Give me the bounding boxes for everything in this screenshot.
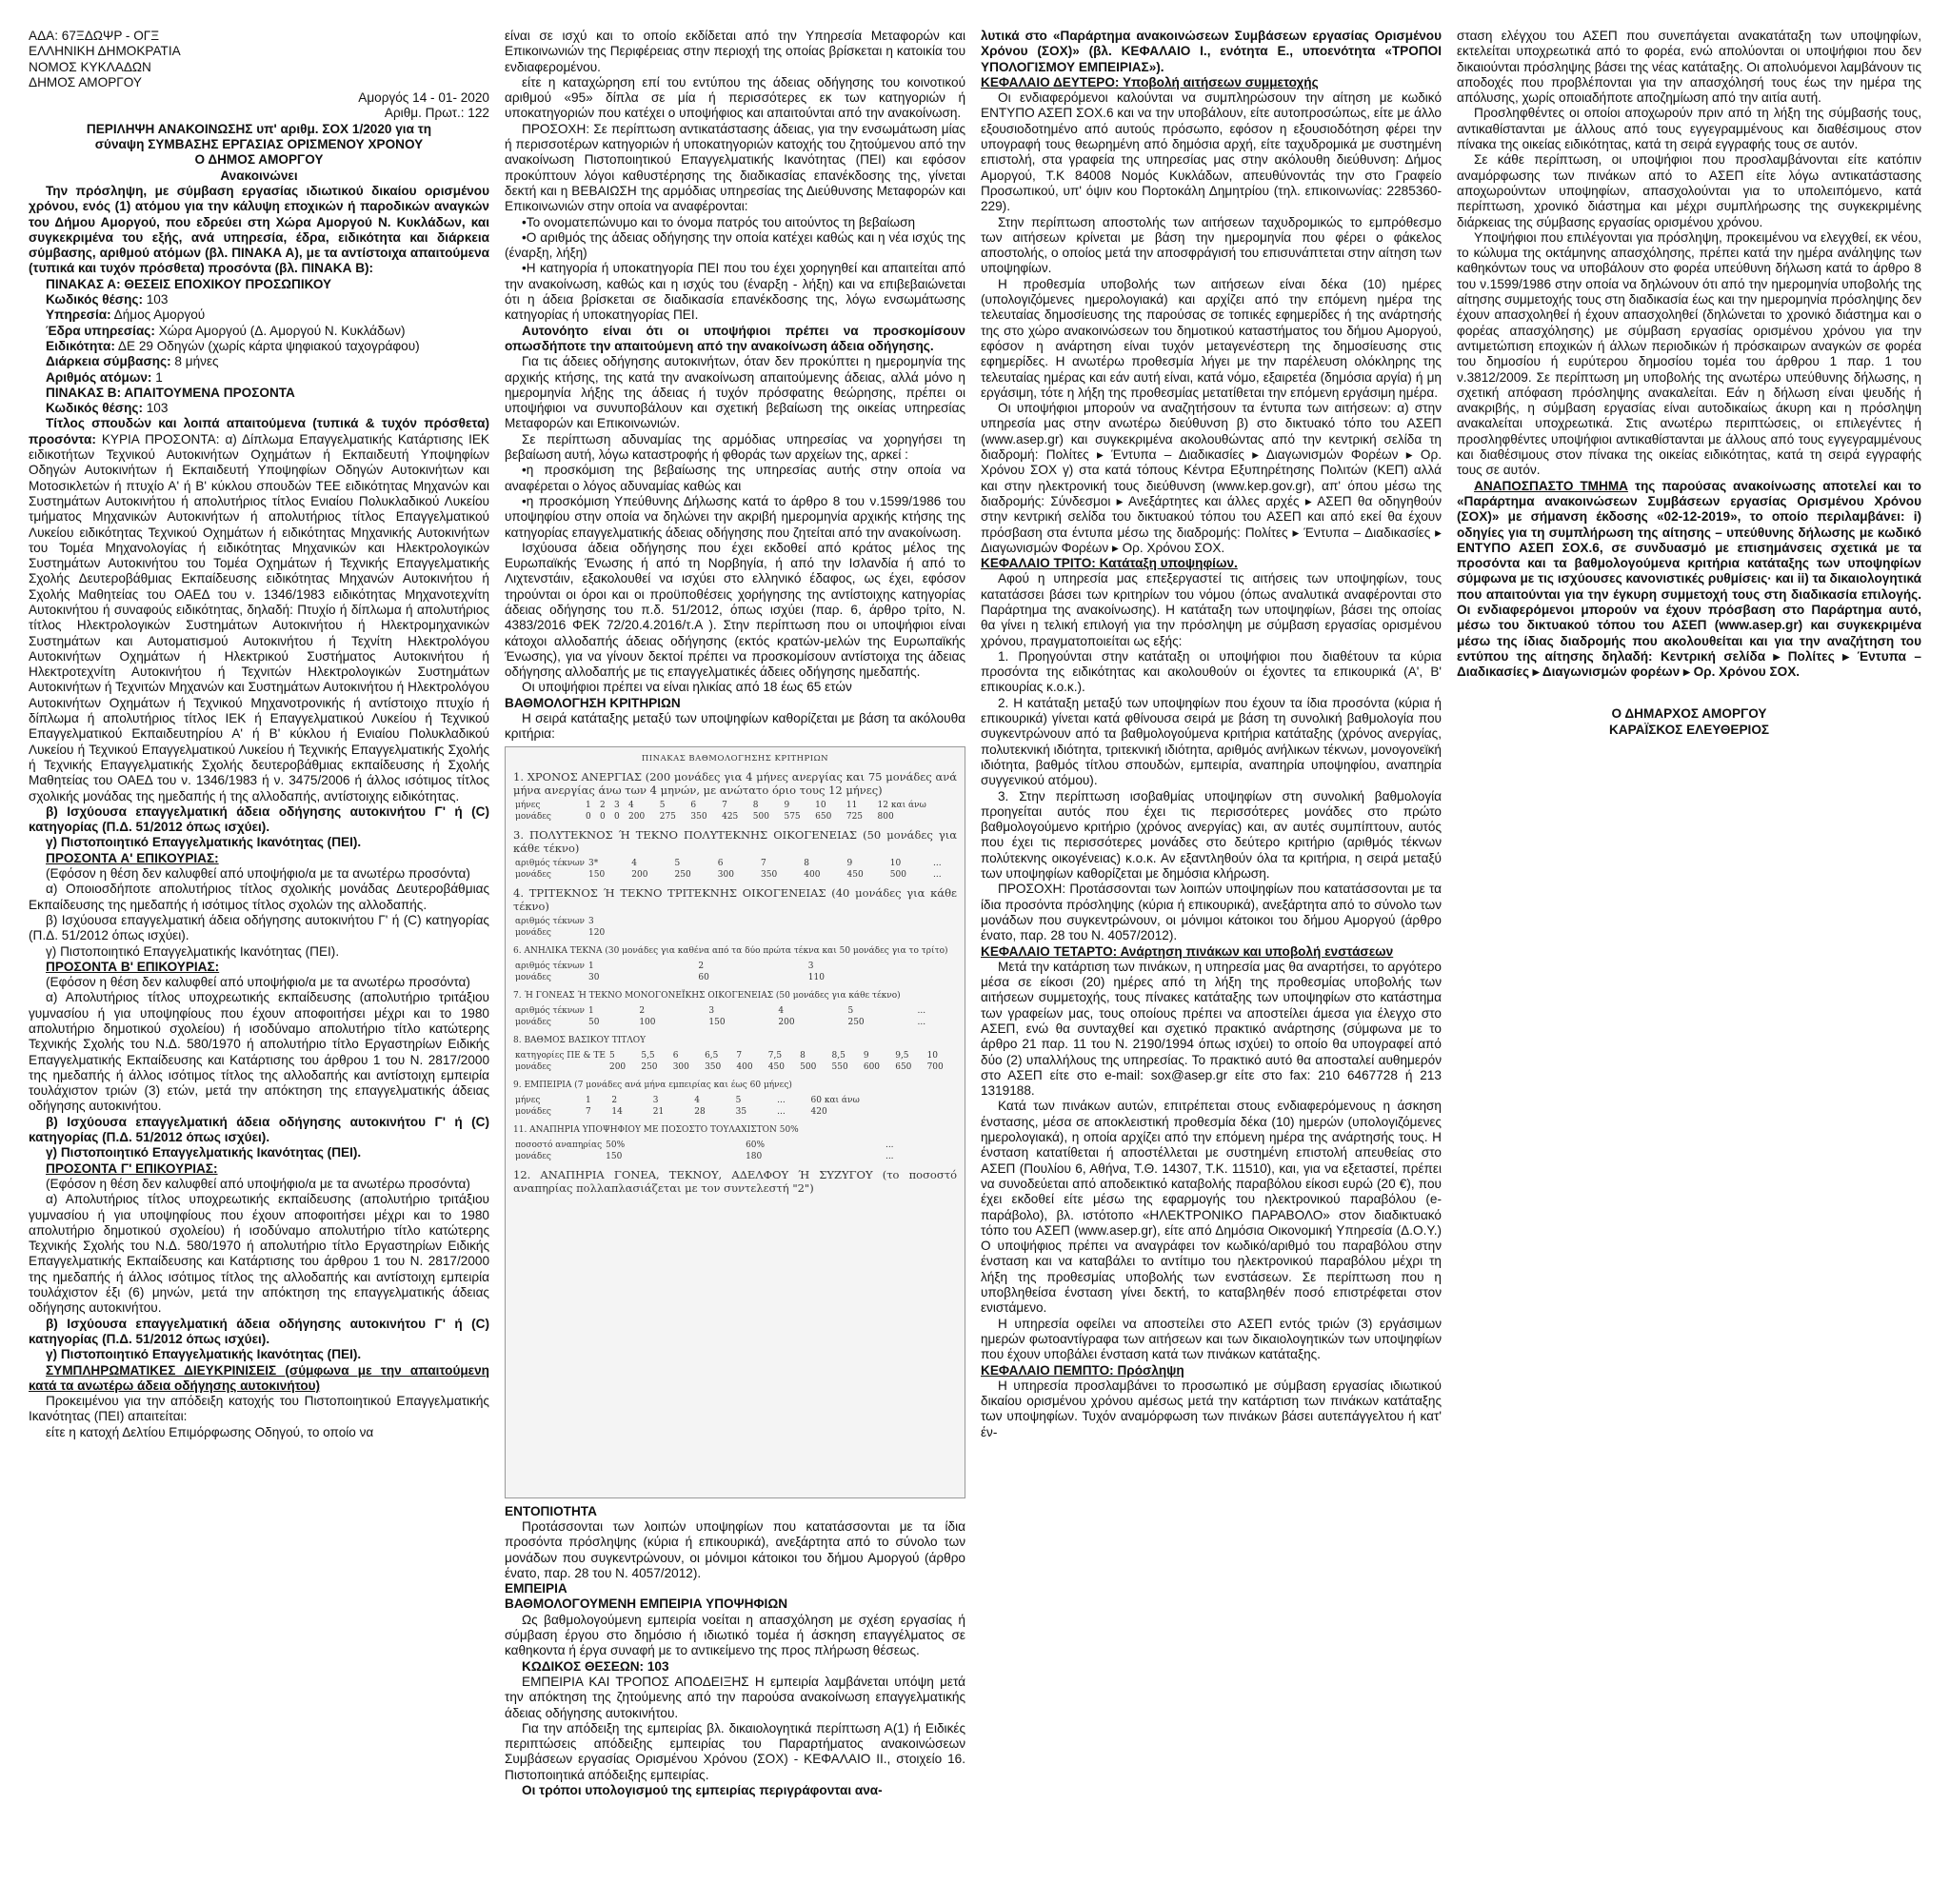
table-cell: ... [917,1005,926,1016]
table-cell: ποσοστό αναπηρίας [515,1140,603,1150]
col2-p3: ΠΡΟΣΟΧΗ: Σε περίπτωση αντικατάστασης άδειας, για την ενσωμάτωση μίας ή περισσοτέρων κατηγοριών ή υποκατηγοριών κατοχής του ζητούμενου από την ανακοίνωση Πιστοποιητικού Επαγγελματικής Ικανότητας (ΠΕΙ) και εφόσον προκύπτουν λόγοι καθυστέρησης της διαδικασίας επανέκδοσης της, γίνεται δεκτή και η ΒΕΒΑΙΩΣΗ της αρμόδιας υπηρεσίας της Διεύθυνσης Μεταφορών και Επικοινωνιών στην οποία να αναφέρονται: [505,121,965,214]
specialty-label: Ειδικότητα: [46,338,115,353]
table-cell: 60 και άνω [810,1095,860,1105]
table-cell: αριθμός τέκνων [515,858,586,868]
table-cell: 450 [846,869,864,880]
table-cell: 110 [807,972,825,982]
col2-p10: •η προσκόμιση της βεβαίωσης της υπηρεσίας αυτής στην οποία να αναφέρεται ο λόγος αδυναμίας καθώς και [505,463,965,493]
table-cell: 60 [698,972,709,982]
table-cell: 350 [690,811,707,822]
table-cell: 100 [639,1017,656,1027]
table-cell: 275 [659,811,676,822]
experience-heading: ΕΜΠΕΙΡΙΑ [505,1581,567,1597]
table-cell: μονάδες [515,1061,551,1072]
table-cell: 300 [672,1061,689,1072]
col4-p1: σταση ελέγχου του ΑΣΕΠ που συνεπάγεται ανακατάταξη των υποψηφίων, εκτελείται υποχρεωτικά από το φορέα, ενώ απολύονται οι υποψήφιοι που δεν δικαιούνται πρόσληψης βάσει της νέας κατάταξης. Οι απολυόμενοι λαμβάνουν τις αποδοχές που προβλέπονται για την απασχόλησή τους έως την ημέρα της απόλυσης, χωρίς οποιαδήποτε αποζημίωση από την αιτία αυτή. [1457,29,1921,106]
table-cell: 3 [614,800,620,810]
intro-paragraph: Την πρόσληψη, με σύμβαση εργασίας ιδιωτικού δικαίου ορισμένου χρόνου, ενός (1) ατόμου για την κάλυψη εποχικών ή παροδικών αναγκών του Δήμου Αμοργού, που εδρεύει στη Χώρα Αμοργού Ν. Κυκλάδων, και συγκεκριμένα του εξής, ανά υπηρεσία, έδρα, ειδικότητα και διάρκεια σύμβασης, αριθμού ατόμων (βλ. ΠΙΝΑΚΑ Α), με τα αντίστοιχα απαιτούμενα (τυπικά και τυχόν πρόσθετα) προσόντα (βλ. ΠΙΝΑΚΑ Β): [29,183,489,276]
table-cell: 550 [831,1061,848,1072]
duration-label: Διάρκεια σύμβασης: [46,354,171,369]
table-cell: 200 [608,1061,627,1072]
col3-p14: Η υπηρεσία προσλαμβάνει το προσωπικό με σύμβαση εργασίας ιδιωτικού δικαίου ορισμένου χρόνου αμέσως μετά την κατάρτιση των πινάκων κατάταξης των υποψηφίων. Τυχόν αναμόρφωση των πινάκων βάσει αυτεπάγγελτου ή κατ' έν- [981,1378,1442,1439]
table-cell: μονάδες [515,869,551,880]
code2-value: 103 [146,401,169,416]
table-cell: 7 [722,800,727,810]
criterion-9: 9. ΕΜΠΕΙΡΙΑ (7 μονάδες ανά μήνα εμπειρίας και έως 60 μήνες) [513,1080,792,1090]
table-cell: 21 [652,1106,665,1117]
col3-p10: ΠΡΟΣΟΧΗ: Προτάσσονται των λοιπών υποψηφίων που κατατάσσονται με τα ίδια προσόντα πρόσληψης (κύρια ή επικουρικά), ανεξάρτητα από το σύνολο των μονάδων που συγκεντρώνουν, οι μόνιμοι κάτοικοι του δήμου Αμοργού (άρθρο ένατο, παρ. 28 του Ν. 4057/2012). [981,882,1442,943]
col2-p16: Ως βαθμολογούμενη εμπειρία νοείται η απασχόληση με σχέση εργασίας ή σύμβαση έργου στο δημόσιο ή ιδιωτικό τομέα ή άσκηση επαγγέλματος σε καθηκοντα ή έργα συναφή με το αντικείμενο της προς πλήρωση θέσεως. [505,1612,965,1658]
col4-p4: Υποψήφιοι που επιλέγονται για πρόσληψη, προκειμένου να ελεγχθεί, εκ νέου, το κώλυμα της οκτάμηνης απασχόλησης, πρέπει κατά την ημέρα ανάληψης των καθηκόντων τους να υποβάλουν στο φορέα υπεύθυνη δήλωση κατά το άρθρο 8 του ν.1599/1986 στην οποία να δηλώνουν ότι από την ημερομηνία υποβολής της αίτησης συμμετοχής τους στη διαδικασία έως και την ημερομηνία πρόσληψης δεν έχουν απασχοληθεί ή έχουν απασχοληθεί (δηλώνεται το χρονικό διάστημα και ο φορέας απασχόλησης) με σύμβαση εργασίας ορισμένου χρόνου για την αντιμετώπιση εποχικών ή άλλων περιοδικών ή πρόσκαιρων αναγκών σε φορέα του δημοσίου ή ευρύτερου δημοσίου τομέα του άρθρου 1 παρ. 1 του ν.3812/2009. Σε περίπτωση μη υποβολής της ανωτέρω υπεύθυνης δήλωσης, η σχετική απόφαση πρόσληψης ανακαλείται. Εάν η δήλωση είναι ψευδής ή ανακριβής, η σύμβαση εργασίας είναι αυτοδικαίως άκυρη και η πρόσληψη ανακαλείται υποχρεωτικά. Στις ανωτέρω περιπτώσεις, οι επιλεγέντες ή προσληφθέντες υποψήφιοι αντικαθίστανται με άλλους από τους εγγεγραμμένους και διαθέσιμους στον πίνακα της οικείας ειδικότητας, κατά τη σειρά εγγραφής τους σε αυτόν. [1457,229,1921,478]
table-cell: αριθμός τέκνων [515,1005,586,1016]
code-label: Κωδικός θέσης: [46,292,143,307]
persons-label: Αριθμός ατόμων: [46,369,152,385]
column-2 [505,29,965,1894]
persons-value: 1 [155,369,163,385]
b-a: α) Απολυτήριος τίτλος υποχρεωτικής εκπαίδευσης (απολυτήριο τριτάξιου γυμνασίου ή για υποψηφίους που έχουν αποφοιτήσει μέχρι και το 1980 απολυτήριο δημοτικού σχολείου) ή ισοδύναμο απολυτήριο τίτλο κατώτερης Τεχνικής Σχολής του Ν.Δ. 580/1970 ή απολυτήριο τίτλο Εργαστηρίων Ειδικής Επαγγελματικής Εκπαίδευσης και Κατάρτισης του άρθρου 1 του Ν. 2817/2000 της ημεδαπής ή άλλος ισότιμος τίτλος της αλλοδαπής και αντίστοιχη εμπειρία τουλάχιστον τριών (3) ετών, μετά την απόκτηση της επαγγελματικής άδειας οδήγησης αυτοκινήτου. [29,990,489,1114]
table-cell: 6,5 [705,1050,719,1061]
quals-text: ΚΥΡΙΑ ΠΡΟΣΟΝΤΑ: α) Δίπλωμα Επαγγελματικής Κατάρτισης ΙΕΚ ειδικοτήτων Τεχνικού Αυτοκινήτων Οχημάτων ή Εκπαιδευτή Υποψηφίων Οδηγών Αυτοκινήτων ή Εκπαιδευτή Υποψηφίων Οδηγών Αυτοκινήτων και Μοτοσικλετών ή πτυχίο Α' ή Β' κύκλου σπουδών ΤΕΕ ειδικότητας Μηχανών και Συστημάτων Αυτοκινήτου ή απολυτήριος τίτλος Ενιαίου Πολυκλαδικού Λυκείου τμήματος Μηχανικών Αυτοκινήτων ή απολυτήριος τίτλος Επαγγελματικού Λυκείου ειδικότητας Τεχνικού Οχημάτων ή ειδικότητας Μηχανικής Αυτοκινήτων του Τομέα Μηχανολογίας ή ειδικότητας Μηχανικών και Ηλεκτρολογικών Συστημάτων Αυτοκινήτου του Τομέα Οχημάτων ή Τεχνικής Επαγγελματικής Σχολής Δευτεροβάθμιας Εκπαίδευσης ειδικότητας Μηχανών Αυτοκινήτου ή Σχολής Μαθητείας του ΟΑΕΔ του ν. 1346/1983 ειδικότητας Μηχανοτεχνίτη Αυτοκινήτου ή συναφούς ειδικότητας, δηλαδή: Πτυχίο ή δίπλωμα ή απολυτήριος τίτλος Ηλεκτρολογικών Συστημάτων Αυτοκινήτου ή Ηλεκτρομηχανικών Συστημάτων και Αυτοματισμού Αυτοκινήτου ή Τεχνίτη Ηλεκτρολόγου Αυτοκινήτων Οχημάτων ή Ηλεκτρικού Συστήματος Αυτοκινήτου ή Ηλεκτροτεχνίτη Αυτοκινήτου ή Τεχνιτών Ηλεκτρολογικών Συστημάτων Αυτοκινήτων ή Τεχνιτών Μηχανών και Συστημάτων Αυτοκινήτου ή Ηλεκτρολόγου Αυτοκινήτων Οχημάτων ή Τεχνικού Μηχανοτρονικής ή αντίστοιχο πτυχίο ή δίπλωμα ή απολυτήριος τίτλος ΙΕΚ ή Επαγγελματικού Λυκείου ή Τεχνικού Επαγγελματικού Εκπαιδευτηρίου Α' ή Β' κύκλου ή Ενιαίου Πολυκλαδικού Λυκείου ή Τεχνικού Επαγγελματικού Λυκείου ή Τεχνικής Επαγγελματικής Σχολής ή Τεχνικής Επαγγελματικής Σχολής δευτεροβάθμιας εκπαίδευσης ή Σχολής Μαθητείας του ΟΑΕΔ του ν. 1346/1983 ή ν. 3475/2006 ή άλλος ισότιμος τίτλος σχολικής μονάδας της ημεδαπής ή της αλλοδαπής, αντίστοιχης ειδικότητας. [29,431,489,803]
table-cell: 9 [846,858,853,868]
col2-p18: Για την απόδειξη της εμπειρίας βλ. δικαιολογητικά περίπτωση Α(1) ή Ειδικές περιπτώσεις απόδειξης εμπειρίας του Παραρτήματος ανακοινώσεων Συμβάσεων εργασίας Ορισμένου Χρόνου (ΣΟΧ) - ΚΕΦΑΛΑΙΟ ΙΙ., στοιχείο 16. Πιστοποιητικά απόδειξης εμπειρίας. [505,1720,965,1782]
table-row [513,961,957,972]
table-cell: ... [933,869,942,880]
criterion-7-table [513,1005,957,1028]
table-cell: 5,5 [641,1050,655,1061]
table-cell: 500 [889,869,906,880]
table-cell: 150 [588,869,606,880]
table-cell: 450 [767,1061,785,1072]
col2-p7: Αυτονόητο είναι ότι οι υποψήφιοι πρέπει να προσκομίσουν οπωσδήποτε την απαιτούμενη από την ανακοίνωση άδεια οδήγησης. [505,323,965,353]
col3-p6: Αφού η υπηρεσία μας επεξεργαστεί τις αιτήσεις των υποψηφίων, τους κατατάσσει βάσει των κριτηρίων του νόμου (όπως αναλυτικά αναφέρονται στο Παράρτημα της ανακοίνωσης). Η κατάταξη των υποψηφίων, βάσει της οποίας θα γίνει η τελική επιλογή για την πρόσληψη με σύμβαση εργασίας ορισμένου χρόνου, πραγματοποιείται ως εξής: [981,571,1442,648]
table-cell: 2 [639,1005,646,1016]
b-note: (Εφόσον η θέση δεν καλυφθεί από υποψήφιο/α με τα ανωτέρω προσόντα) [46,975,470,990]
table-cell: 5 [608,1050,615,1061]
c-a: α) Απολυτήριος τίτλος υποχρεωτικής εκπαίδευσης (απολυτήριο τριτάξιου γυμνασίου ή για υποψηφίους που έχουν αποφοιτήσει μέχρι και το 1980 απολυτήριο δημοτικού σχολείου) ή ισοδύναμο απολυτήριο τίτλο κατώτερης Τεχνικής Σχολής του Ν.Δ. 580/1970 ή απολυτήριο τίτλο Εργαστηρίων Ειδικής Επαγγελματικής Εκπαίδευσης και Κατάρτισης του άρθρου 1 του Ν. 2817/2000 της ημεδαπής ή άλλος ισότιμος τίτλος της αλλοδαπής και αντίστοιχη εμπειρία τουλάχιστον έξι (6) μηνών, μετά την απόκτηση της επαγγελματικής άδειας οδήγησης αυτοκινήτου. [29,1192,489,1316]
scoring-table-image [505,746,965,1498]
table-row [513,1151,957,1162]
table-cell: 650 [815,811,832,822]
table-cell: 350 [761,869,778,880]
table-cell: 3 [652,1095,659,1105]
experience-heading-2: ΒΑΘΜΟΛΟΓΟΥΜΕΝΗ ΕΜΠΕΙΡΙΑ ΥΠΟΨΗΦΙΩΝ [505,1597,788,1612]
table-cell: 400 [736,1061,753,1072]
col3-p3: Στην περίπτωση αποστολής των αιτήσεων ταχυδρομικώς το εμπρόθεσμο των αιτήσεων κρίνεται με βάση την ημερομηνία που φέρει ο φάκελος αποστολής, ο οποίος μετά την αποσφράγισή του επισυνάπτεται στην αίτηση των υποψηφίων. [981,214,1442,276]
chapter-5-heading: ΚΕΦΑΛΑΙΟ ΠΕΜΠΤΟ: Πρόσληψη [981,1362,1184,1378]
suppl-title: ΣΥΜΠΛΗΡΩΜΑΤΙΚΕΣ ΔΙΕΥΚΡΙΝΙΣΕΙΣ (σύμφωνα με την απαιτούμενη κατά τα ανωτέρω άδεια οδήγησης αυτοκινήτου) [29,1362,489,1393]
table-cell: μονάδες [515,1106,551,1117]
table-cell: 7 [761,858,766,868]
table-row [513,800,957,811]
table-cell: 150 [606,1151,623,1161]
table-row [513,1061,957,1073]
table-cell: 50 [588,1017,600,1027]
suppl-text: Προκειμένου για την απόδειξη κατοχής του Πιστοποιητικού Επαγγελματικής Ικανότητας (ΠΕΙ) απαιτείται: [29,1394,489,1424]
table-cell: 725 [846,811,864,822]
table-cell: 8 [804,858,810,868]
c-b: β) Ισχύουσα επαγγελματική άδεια οδήγησης αυτοκινήτου Γ' ή (C) κατηγορίας (Π.Δ. 51/2012 όπως ισχύει). [29,1316,489,1346]
title-line-2: σύναψη ΣΥΜΒΑΣΗΣ ΕΡΓΑΣΙΑΣ ΟΡΙΣΜΕΝΟΥ ΧΡΟΝΟΥ [94,137,424,152]
column-3 [981,29,1442,1894]
b-c: γ) Πιστοποιητικό Επαγγελματικής Ικανότητας (ΠΕΙ). [46,1145,362,1160]
criterion-7: 7. Ή ΓΟΝΕΑΣ Ή ΤΕΚΝΟ ΜΟΝΟΓΟΝΕΪΚΗΣ ΟΙΚΟΓΕΝΕΙΑΣ (50 μονάδες για κάθε τέκνο) [513,990,901,1001]
table-cell: 2 [611,1095,618,1105]
table-cell: 120 [588,927,606,938]
table-cell: 650 [895,1061,912,1072]
col3-p4: Η προθεσμία υποβολής των αιτήσεων είναι δέκα (10) ημέρες (υπολογιζόμενες ημερολογιακά) και αρχίζει από την επόμενη ημέρα της τελευταίας δημοσίευσης της παρούσας σε τοπικές εφημερίδες ή της ανάρτησής της στο χώρο ανακοινώσεων του δημοτικού καταστήματος του δήμου Αμοργού, εφόσον η ανάρτηση είναι τυχόν μεταγενέστερη της δημοσίευσης στις εφημερίδες. Η ανωτέρω προθεσμία λήγει με την παρέλευση ολόκληρης της τελευταίας ημέρας και εάν αυτή είναι, κατά νόμο, εξαιρετέα (δημόσια αργία) ή μη εργάσιμη, τότε η λήξη της προθεσμίας μετατίθεται την επόμενη εργάσιμη ημέρα. [981,276,1442,400]
criterion-4-table [513,916,957,939]
a-note: (Εφόσον η θέση δεν καλυφθεί από υποψήφιο/α με τα ανωτέρω προσόντα) [46,866,470,882]
table-cell: 2 [698,961,705,971]
table-cell: 8 [752,800,759,810]
table-cell: 6 [672,1050,679,1061]
col2-p12: Ισχύουσα άδεια οδήγησης που έχει εκδοθεί από κράτος μέλος της Ευρωπαϊκής Ένωσης ή από τη Νορβηγία, ή από την Ισλανδία ή από το Λιχτενστάιν, εξακολουθεί να ισχύει στο ελληνικό έδαφος, ως έχει, εφόσον τηρούνται οι όροι και οι προϋποθέσεις χορήγησης της αντίστοιχης κατηγορίας άδειας οδήγησης του π.δ. 51/2012, όπως ισχύει (παρ. 6, άρθρο τρίτο, Ν. 4383/2016 ΦΕΚ 72/20.4.2016/τ.Α ). Στην περίπτωση που οι υποψήφιοι είναι κάτοχοι αλλοδαπής άδειας οδήγησης (εκτός κρατών-μελών της Ευρωπαϊκής Ένωσης), για να γίνουν δεκτοί πρέπει να προσκομίσουν αντίστοιχα της άδειας οδήγησης αλλοδαπής με τις επαγγελματικές άδειες οδήγησης ημεδαπής. [505,540,965,680]
scoring-table-title: ΠΙΝΑΚΑΣ ΒΑΘΜΟΛΟΓΗΣΗΣ ΚΡΙΤΗΡΙΩΝ [641,753,829,764]
col2-p19: Οι τρόποι υπολογισμού της εμπειρίας περιγράφονται ανα- [522,1783,883,1797]
table-cell: 180 [746,1151,763,1161]
criterion-12: 12. ΑΝΑΠΗΡΙΑ ΓΟΝΕΑ, ΤΕΚΝΟΥ, ΑΔΕΛΦΟΥ Ή ΣΥΖΥΓΟΥ (το ποσοστό αναπηρίας πολλαπλασιάζεται με τον συντελεστή "2") [513,1167,957,1195]
table-row [513,1106,957,1118]
detachable-section-heading: ΑΝΑΠΟΣΠΑΣΤΟ ΤΜΗΜΑ [1474,478,1628,493]
table-cell: 7 [736,1050,743,1061]
table-cell: 0 [586,811,591,822]
table-row [513,916,957,927]
table-cell: 350 [705,1061,722,1072]
col4-p2: Προσληφθέντες οι οποίοι αποχωρούν πριν από τη λήξη της σύμβασής τους, αντικαθίστανται με άλλους από τους εγγεγραμμένους και διαθέσιμους στον πίνακα της οικείας ειδικότητας, κατά τη σειρά εγγραφής τους σε αυτόν. [1457,106,1921,152]
table-cell: 575 [784,811,801,822]
table-cell: 6 [717,858,724,868]
table-cell: 5 [674,858,681,868]
table-cell: 800 [877,811,894,822]
a-c: γ) Πιστοποιητικό Επαγγελματικής Ικανότητας (ΠΕΙ). [46,943,340,959]
table-cell: 500 [752,811,769,822]
table-cell: 250 [674,869,691,880]
table-cell: 7 [586,1106,591,1117]
col2-p8: Για τις άδειες οδήγησης αυτοκινήτων, όταν δεν προκύπτει η ημερομηνία της αρχικής κτήσης, της κατά την ανακοίνωση απαιτούμενης άδειας, αλλά μόνο η ημερομηνία λήξης της άδειας ή τυχόν πρόσφατης θεώρησης, πρέπει οι υποψήφιοι να συνυποβάλουν και σχετική βεβαίωση της οικείας υπηρεσίας Μεταφορών και Επικοινωνιών. [505,354,965,431]
column-4 [1457,29,1921,1894]
municipality-name: ΔΗΜΟΣ ΑΜΟΡΓΟΥ [29,74,142,89]
mayor-name: ΚΑΡΑΪΣΚΟΣ ΕΛΕΥΘΕΡΙΟΣ [1608,722,1770,737]
table-cell: 200 [631,869,648,880]
column-1 [29,29,489,1894]
table-cell: 3 [807,961,814,971]
criterion-6: 6. ΑΝΗΛΙΚΑ ΤΕΚΝΑ (30 μονάδες για καθένα από τα δύο πρώτα τέκνα και 50 μονάδες για το τρίτο) [513,945,948,956]
table-cell: 250 [641,1061,658,1072]
table-cell: 300 [717,869,734,880]
table-row [513,1140,957,1151]
a-a: α) Οποιοσδήποτε απολυτήριος τίτλος σχολικής μονάδας Δευτεροβάθμιας Εκπαίδευσης της ημεδαπής ή ισότιμος τίτλος σχολών της αλλοδαπής. [29,882,489,912]
table-cell: 420 [810,1106,827,1117]
criterion-1: 1. ΧΡΟΝΟΣ ΑΝΕΡΓΙΑΣ (200 μονάδες για 4 μήνες ανεργίας και 75 μονάδες ανά μήνα ανεργίας άνω των 4 μηνών, με ανώτατο όριο τους 12 μήνες) [513,769,957,797]
table-a-title: ΠΙΝΑΚΑΣ Α: ΘΕΣΕΙΣ ΕΠΟΧΙΚΟΥ ΠΡΟΣΩΠΙΚΟΥ [46,276,332,291]
criterion-3: 3. ΠΟΛΥΤΕΚΝΟΣ Ή ΤΕΚΝΟ ΠΟΛΥΤΕΚΝΗΣ ΟΙΚΟΓΕΝΕΙΑΣ (50 μονάδες για κάθε τέκνο) [513,827,957,855]
scoring-heading: ΒΑΘΜΟΛΟΓΗΣΗ ΚΡΙΤΗΡΙΩΝ [505,695,681,710]
table-cell: 600 [863,1061,881,1072]
quals-b: β) Ισχύουσα επαγγελματική άδεια οδήγησης αυτοκινήτου Γ' ή (C) κατηγορίας (Π.Δ. 51/2012 όπως ισχύει). [29,803,489,835]
col2-p14: Η σειρά κατάταξης μεταξύ των υποψηφίων καθορίζεται με βάση τα ακόλουθα κριτήρια: [505,711,965,742]
quals-c: γ) Πιστοποιητικό Επαγγελματικής Ικανότητας (ΠΕΙ). [46,835,362,850]
suppl-either: είτε η κατοχή Δελτίου Επιμόρφωσης Οδηγού, το οποίο να [46,1424,374,1439]
table-cell: 6 [690,800,697,810]
col3-p7: 1. Προηγούνται στην κατάταξη οι υποψήφιοι που διαθέτουν τα κύρια προσόντα της ειδικότητας και ακολουθούν οι έχοντες τα επικουρικά (Α', Β' επικουρίας κ.ο.κ.). [981,648,1442,695]
table-cell: 1 [586,800,591,810]
announces-label: Ανακοινώνει [220,168,298,183]
table-cell: μονάδες [515,1151,551,1161]
table-cell: ... [777,1095,786,1105]
table-cell: 200 [628,811,646,822]
table-cell: 30 [588,972,600,982]
table-cell: 4 [694,1095,700,1105]
col2-p5: •Ο αριθμός της άδειας οδήγησης την οποία κατέχει καθώς και η νέα ισχύς της (έναρξη, λήξη) [505,229,965,261]
col2-p9: Σε περίπτωση αδυναμίας της αρμόδιας υπηρεσίας να χορηγήσει τη βεβαίωση αυτή, λόγω καταστροφής ή φθοράς των αρχείων της, αρκεί : [505,431,965,463]
chapter-3-heading: ΚΕΦΑΛΑΙΟ ΤΡΙΤΟ: Κατάταξη υποψηφίων. [981,556,1238,571]
criterion-6-table [513,961,957,983]
table-cell: 250 [847,1017,865,1027]
criterion-8: 8. ΒΑΘΜΟΣ ΒΑΣΙΚΟΥ ΤΙΤΛΟΥ [513,1035,647,1045]
col3-p8: 2. Η κατάταξη μεταξύ των υποψηφίων που έχουν τα ίδια προσόντα (κύρια ή επικουρικά) γίνεται κατά φθίνουσα σειρά με βάση τη συνολική βαθμολογία που συγκεντρώνουν από τα βαθμολογούμενα κριτήρια κατάταξης (χρόνος ανεργίας, πολυτεκνική ιδιότητα, τριτεκνική ιδιότητα, αριθμός ανήλικων τέκνων, μονογονεϊκή ιδιότητα, βαθμός τίτλου σπουδών, εμπειρία, αναπηρία υποψηφίου, αναπηρία συγγενικού ατόμου). [981,695,1442,788]
table-cell: 9 [784,800,790,810]
col3-p9: 3. Στην περίπτωση ισοβαθμίας υποψηφίων στη συνολική βαθμολογία προηγείται αυτός που έχει τις περισσότερες μονάδες στο πρώτο βαθμολογούμενο κριτήριο (χρόνος ανεργίας) και, αν αυτές συμπίπτουν, αυτός που έχει τις περισσότερες μονάδες στο δεύτερο κριτήριο (αριθμός τέκνων πολύτεκνης οικογένειας) κ.ο.κ. Αν εξαντληθούν όλα τα κριτήρια, η σειρά μεταξύ των υποψηφίων καθορίζεται με δημόσια κλήρωση. [981,788,1442,882]
ada-code: ΑΔΑ: 67ΞΔΩΨΡ - ΟΓΞ [29,29,160,43]
table-cell: 9 [863,1050,869,1061]
table-cell: 7,5 [767,1050,783,1061]
service-label: Υπηρεσία: [46,307,111,323]
table-cell: ... [933,858,942,868]
table-cell: μήνες [515,1095,541,1105]
table-cell: 4 [778,1005,785,1016]
duration-value: 8 μήνες [174,354,219,369]
col3-p1: λυτικά στο «Παράρτημα ανακοινώσεων Συμβάσεων εργασίας Ορισμένου Χρόνου (ΣΟΧ)» (βλ. ΚΕΦΑΛΑΙΟ Ι., ενότητα Ε., υποενότητα «ΤΡΟΠΟΙ ΥΠΟΛΟΓΙΣΜΟΥ ΕΜΠΕΙΡΙΑΣ»). [981,29,1442,74]
col2-p4: •Το ονοματεπώνυμο και το όνομα πατρός του αιτούντος τη βεβαίωση [522,214,916,229]
service-value: Δήμος Αμοργού [113,307,206,323]
table-cell: μονάδες [515,927,551,938]
table-cell: 1 [586,1095,591,1105]
table-cell: μονάδες [515,811,551,822]
criterion-1-table [513,800,957,823]
table-cell: μονάδες [515,1017,551,1027]
seat-label: Έδρα υπηρεσίας: [46,323,155,338]
col2-p2: είτε η καταχώρηση επί του εντύπου της άδειας οδήγησης του κοινοτικού αριθμού «95» δίπλα σε μία ή περισσότερες εκ των κατηγοριών ή υποκατηγοριών που κατέχει ο υποψήφιος και απαιτούνται από την ανακοίνωση. [505,74,965,121]
mayor-title: Ο ΔΗΜΑΡΧΟΣ ΑΜΟΡΓΟΥ [1611,706,1767,722]
code2-label: Κωδικός θέσης: [46,401,143,416]
b-b: β) Ισχύουσα επαγγελματική άδεια οδήγησης αυτοκινήτου Γ' ή (C) κατηγορίας (Π.Δ. 51/2012 όπως ισχύει). [29,1114,489,1145]
col3-p5: Οι υποψήφιοι μπορούν να αναζητήσουν τα έντυπα των αιτήσεων: α) στην υπηρεσία μας στην ανωτέρω διεύθυνση β) στο δικτυακό τόπο του ΑΣΕΠ (www.asep.gr) και συγκεκριμένα ακολουθώντας από την κεντρική σελίδα τη διαδρομή: Πολίτες ▸ Έντυπα – Διαδικασίες ▸ Διαγωνισμών Φορέων ▸ Ορ. Χρόνου ΣΟΧ γ) στα κατά τόπους Κέντρα Εξυπηρέτησης Πολιτών (ΚΕΠ) αλλά και στην ηλεκτρονική τους διεύθυνση (www.kep.gov.gr), απ' όπου μέσω της διαδρομής: Σύνδεσμοι ▸ Ανεξάρτητες και άλλες αρχές ▸ ΑΣΕΠ θα οδηγηθούν στην κεντρική σελίδα του δικτυακού τόπου του ΑΣΕΠ και από εκεί θα έχουν πρόσβαση στα έντυπα μέσω της διαδρομής: Πολίτες ▸ Έντυπα – Διαδικασίες ▸ Διαγωνισμών Φορέων ▸ Ορ. Χρόνου ΣΟΧ. [981,401,1442,555]
table-cell: ... [885,1140,894,1150]
table-cell: 60% [746,1140,766,1150]
table-cell: ... [777,1106,786,1117]
table-row [513,858,957,869]
table-cell: 28 [694,1106,706,1117]
table-row [513,1050,957,1061]
a-b: β) Ισχύουσα επαγγελματική άδεια οδήγησης αυτοκινήτου Γ' ή (C) κατηγορίας (Π.Δ. 51/2012 όπως ισχύει). [29,912,489,943]
table-cell: αριθμός τέκνων [515,916,586,926]
criterion-4: 4. ΤΡΙΤΕΚΝΟΣ Ή ΤΕΚΝΟ ΤΡΙΤΕΚΝΗΣ ΟΙΚΟΓΕΝΕΙΑΣ (40 μονάδες για κάθε τέκνο) [513,885,957,913]
c-note: (Εφόσον η θέση δεν καλυφθεί από υποψήφιο/α με τα ανωτέρω προσόντα) [46,1176,470,1191]
table-cell: 10 [926,1050,939,1061]
table-row [513,811,957,823]
table-row [513,1005,957,1017]
table-cell: 425 [722,811,739,822]
col2-p6: •Η κατηγορία ή υποκατηγορία ΠΕΙ που του έχει χορηγηθεί και απαιτείται από την ανακοίνωση, καθώς και η ισχύς του (έναρξη - λήξη) και να επιβεβαιώνεται ότι η άδεια βρίσκεται σε διαδικασία επανέκδοσης της, λόγω ενσωμάτωσης κατηγορίας ή υποκατηγορίας ΠΕΙ. [505,261,965,323]
table-cell: 1 [588,1005,594,1016]
table-cell: 8,5 [831,1050,846,1061]
table-cell: 150 [708,1017,726,1027]
table-cell: μήνες [515,800,541,810]
table-cell: 0 [614,811,620,822]
table-cell: 8 [800,1050,806,1061]
table-cell: μονάδες [515,972,551,982]
table-cell: 5 [735,1095,742,1105]
b-title: ΠΡΟΣΟΝΤΑ Β' ΕΠΙΚΟΥΡΙΑΣ: [46,959,220,974]
col4-p3: Σε κάθε περίπτωση, οι υποψήφιοι που προσλαμβάνονται είτε κατόπιν αναμόρφωσης των πινάκων από το ΑΣΕΠ είτε λόγω αντικατάστασης αποχωρούντων υποψηφίων, απασχολούνται για το υπολειπόμενο, κατά περίπτωση, χρονικό διάστημα και μέχρι συμπλήρωσης της συγκεκριμένης διάρκειας της σύμβασης εργασίας ορισμένου χρόνου. [1457,152,1921,229]
locality-heading: ΕΝΤΟΠΙΟΤΗΤΑ [505,1503,597,1518]
table-cell: 3* [588,858,599,868]
table-row [513,869,957,881]
col2-p15: Προτάσσονται των λοιπών υποψηφίων που κατατάσσονται με τα ίδια προσόντα πρόσληψης (κύρια ή επικουρικά), ανεξάρτητα από το σύνολο των μονάδων που συγκεντρώνουν, οι μόνιμοι κάτοικοι του δήμου Αμοργού (άρθρο ένατο, παρ. 28 του Ν. 4057/2012). [505,1518,965,1580]
chapter-2-heading: ΚΕΦΑΛΑΙΟ ΔΕΥΤΕΡΟ: Υποβολή αιτήσεων συμμετοχής [981,74,1319,89]
criterion-9-table [513,1095,957,1118]
table-cell: 700 [926,1061,944,1072]
col3-p11: Μετά την κατάρτιση των πινάκων, η υπηρεσία μας θα αναρτήσει, το αργότερο μέσα σε είκοσι (20) ημέρες από τη λήξη της προθεσμίας υποβολής των αιτήσεων συμμετοχής, τους πίνακες κατάταξης των υποψηφίων στο κατάστημα των γραφείων μας, τους οποίους πρέπει να αποστείλει άμεσα για έλεγχο στο ΑΣΕΠ, ενώ θα συνταχθεί και σχετικό πρακτικό ανάρτησης (σύμφωνα με το άρθρο 21 παρ. 11 του Ν. 2190/1994 όπως ισχύει) το οποίο θα υπογραφεί από δύο (2) υπαλλήλους της υπηρεσίας. Το πρακτικό αυτό θα αποσταλεί αυθημερόν στο ΑΣΕΠ είτε στο e-mail: sox@asep.gr είτε στο fax: 210 6467728 ή 213 1319188. [981,959,1442,1099]
table-cell: 1 [588,961,594,971]
specialty-value: ΔΕ 29 Οδηγών (χωρίς κάρτα ψηφιακού ταχογράφου) [117,338,420,353]
prefecture-name: ΝΟΜΟΣ ΚΥΚΛΑΔΩΝ [29,59,151,74]
col2-p1: είναι σε ισχύ και το οποίο εκδίδεται από την Υπηρεσία Μεταφορών και Επικοινωνιών της Περιφέρειας στην περιοχή της οποίας βρίσκεται η κατοικία του ενδιαφερομένου. [505,29,965,74]
table-cell: αριθμός τέκνων [515,961,586,971]
table-cell: 11 [846,800,858,810]
col3-p12: Κατά των πινάκων αυτών, επιτρέπεται στους ενδιαφερόμενους η άσκηση ένστασης, μέσα σε αποκλειστική προθεσμία δέκα (10) ημερών (υπολογιζόμενες ημερολογιακά), η οποία αρχίζει από την επόμενη ημέρα της ανάρτησής τους. Η ένσταση κατατίθεται ή αποστέλλεται με συστημένη επιστολή απευθείας στο ΑΣΕΠ (Πουλίου 6, Αθήνα, Τ.Θ. 14307, Τ.Κ. 11510), και, για να εξεταστεί, πρέπει να συνοδεύεται από αποδεικτικό καταβολής παραβόλου είκοσι ευρώ (20 €), που έχει εκδοθεί είτε μέσω της εφαρμογής του ηλεκτρονικού παραβόλου (e-παράβολο), βλ. ιστότοπο «ΗΛΕΚΤΡΟΝΙΚΟ ΠΑΡΑΒΟΛΟ» στον διαδικτυακό τόπο του ΑΣΕΠ (www.asep.gr), είτε από Δημόσια Οικονομική Υπηρεσία (Δ.Ο.Υ.) Ο υποψήφιος πρέπει να αναγράφει τον κωδικό/αριθμό του παραβόλου στην ένσταση και να καταβάλει το αντίτιμο του ηλεκτρονικού παραβόλου μέχρι τη λήξη της προθεσμίας υποβολής των ενστάσεων. Σε περίπτωση που η υποβληθείσα ένσταση γίνει δεκτή, το καταβληθέν ποσό επιστρέφεται στον ενιστάμενο. [981,1099,1442,1316]
document-header [29,29,489,184]
table-cell: 3 [588,916,594,926]
table-row [513,972,957,983]
table-row [513,1017,957,1028]
col3-p2: Οι ενδιαφερόμενοι καλούνται να συμπληρώσουν την αίτηση με κωδικό ΕΝΤΥΠΟ ΑΣΕΠ ΣΟΧ.6 και να την υποβάλουν, είτε αυτοπροσώπως, είτε με άλλο εξουσιοδοτημένο από αυτούς πρόσωπο, εφόσον η εξουσιοδότηση φέρει την υπογραφή τους θεωρημένη από δημόσια αρχή, είτε ταχυδρομικά με συστημένη επιστολή, στα γραφεία της υπηρεσίας μας στην ακόλουθη διεύθυνση: Δήμος Αμοργού, Τ.Κ 84008 Νομός Κυκλάδων, απευθύνοντάς την στο Γραφείο Προσωπικού, υπ' όψιν κου Πορτοκάλη Δημητρίου (τηλ. επικοινωνίας: 2285360-229). [981,90,1442,214]
table-cell: 5 [847,1005,854,1016]
document-date: Αμοργός 14 - 01- 2020 [358,90,489,106]
criterion-3-table [513,858,957,881]
table-b-title: ΠΙΝΑΚΑΣ Β: ΑΠΑΙΤΟΥΜΕΝΑ ΠΡΟΣΟΝΤΑ [46,385,295,400]
code-value: 103 [146,292,169,307]
chapter-4-heading: ΚΕΦΑΛΑΙΟ ΤΕΤΑΡΤΟ: Ανάρτηση πινάκων και υποβολή ενστάσεων [981,943,1394,959]
table-cell: κατηγορίες ΠΕ & ΤΕ [515,1050,606,1061]
table-cell: 35 [735,1106,747,1117]
table-row [513,1095,957,1106]
col2-p17: ΕΜΠΕΙΡΙΑ ΚΑΙ ΤΡΟΠΟΣ ΑΠΟΔΕΙΞΗΣ Η εμπειρία λαμβάνεται υπόψη μετά την απόκτηση της ζητούμενης από την παρούσα ανακοίνωση επαγγελματικής άδειας οδήγησης αυτοκινήτου. [505,1674,965,1720]
table-cell: ... [885,1151,894,1161]
table-cell: 12 και άνω [877,800,926,810]
table-cell: 4 [631,858,638,868]
col4-p5: της παρούσας ανακοίνωσης αποτελεί και το «Παράρτημα ανακοινώσεων Συμβάσεων εργασίας Ορισμένου Χρόνου (ΣΟΧ)» με σήμανση έκδοσης «02-12-2019», το οποίο περιλαμβάνει: i) οδηγίες για τη συμπλήρωση της αίτησης – υπεύθυνης δήλωσης με κωδικό ΕΝΤΥΠΟ ΑΣΕΠ ΣΟΧ.6, σε συνδυασμό με επισημάνσεις σχετικά με τα προσόντα και τα βαθμολογούμενα κριτήρια κατάταξης των υποψηφίων σύμφωνα με τις ισχύουσες κανονιστικές ρυθμίσεις· και ii) τα δικαιολογητικά που απαιτούνται για την έγκυρη συμμετοχή τους στη διαδικασία επιλογής. Οι ενδιαφερόμενοι μπορούν να έχουν πρόσβαση στο Παράρτημα αυτό, μέσω του δικτυακού τόπου του ΑΣΕΠ (www.asep.gr) και συγκεκριμένα μέσω της ίδιας διαδρομής που ακολουθείται και για την αναζήτηση του εντύπου της αίτησης δηλαδή: Κεντρική σελίδα ▸ Πολίτες ▸ Έντυπα – Διαδικασίες ▸ Διαγωνισμών φορέων ▸ Ορ. Χρόνου ΣΟΧ. [1457,478,1921,680]
table-cell: 4 [628,800,634,810]
table-cell: 400 [804,869,821,880]
criterion-8-table [513,1050,957,1073]
table-cell: ... [917,1017,926,1027]
quals-lead: Τίτλος σπουδών και λοιπά απαιτούμενα (τυπικά & τυχόν πρόσθετα) προσόντα: [29,416,489,446]
criterion-11-table [513,1140,957,1162]
col2-p11: •η προσκόμιση Υπεύθυνης Δήλωσης κατά το άρθρο 8 του ν.1599/1986 του υποψηφίου στην οποία να δηλώνει την ακριβή ημερομηνία αρχικής κτήσης της κατηγορίας επαγγελματικής άδειας οδήγησης που ζητείται από την ανακοίνωση. [505,493,965,540]
c-c: γ) Πιστοποιητικό Επαγγελματικής Ικανότητας (ΠΕΙ). [46,1347,362,1362]
table-cell: 500 [800,1061,817,1072]
table-cell: 2 [600,800,606,810]
table-cell: 9,5 [895,1050,909,1061]
title-line-3: Ο ΔΗΜΟΣ ΑΜΟΡΓΟΥ [194,152,324,168]
criterion-11: 11. ΑΝΑΠΗΡΙΑ ΥΠΟΨΗΦΙΟΥ ΜΕ ΠΟΣΟΣΤΟ ΤΟΥΛΑΧΙΣΤΟΝ 50% [513,1124,799,1135]
c-title: ΠΡΟΣΟΝΤΑ Γ' ΕΠΙΚΟΥΡΙΑΣ: [46,1160,218,1176]
protocol-number: Αριθμ. Πρωτ.: 122 [384,106,489,121]
table-cell: 10 [889,858,902,868]
title-line-1: ΠΕΡΙΛΗΨΗ ΑΝΑΚΟΙΝΩΣΗΣ υπ' αριθμ. ΣΟΧ 1/2020 για τη [86,121,432,136]
table-cell: 50% [606,1140,626,1150]
table-row [513,927,957,939]
position-codes: ΚΩΔΙΚΟΣ ΘΕΣΕΩΝ: 103 [522,1658,669,1674]
table-cell: 10 [815,800,826,810]
a-title: ΠΡΟΣΟΝΤΑ Α' ΕΠΙΚΟΥΡΙΑΣ: [46,850,219,865]
col2-p13: Οι υποψήφιοι πρέπει να είναι ηλικίας από 18 έως 65 ετών [522,680,852,695]
table-cell: 200 [778,1017,795,1027]
table-cell: 14 [611,1106,623,1117]
col3-p13: Η υπηρεσία οφείλει να αποστείλει στο ΑΣΕΠ εντός τριών (3) εργάσιμων ημερών φωτοαντίγραφα των αιτήσεων και των δικαιολογητικών των υποψηφίων που έχουν υποβάλει ένσταση κατά των πινάκων κατάταξης. [981,1316,1442,1362]
table-cell: 5 [659,800,666,810]
table-cell: 0 [600,811,606,822]
table-cell: 3 [708,1005,715,1016]
seat-value: Χώρα Αμοργού (Δ. Αμοργού Ν. Κυκλάδων) [158,323,406,338]
country-name: ΕΛΛΗΝΙΚΗ ΔΗΜΟΚΡΑΤΙΑ [29,44,181,59]
